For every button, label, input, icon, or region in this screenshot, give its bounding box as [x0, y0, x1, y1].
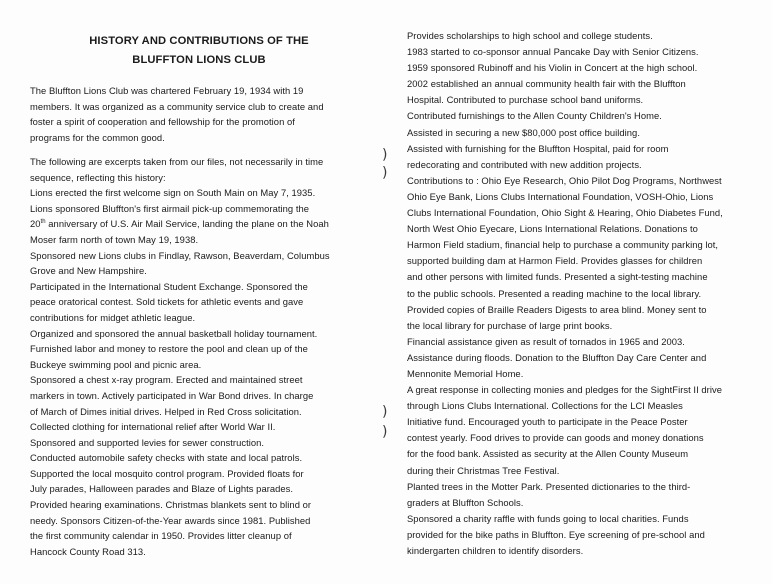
text-line-anniversary	[30, 216, 330, 232]
margin-mark-lower-a: )	[382, 404, 388, 420]
intro-paragraph	[30, 83, 324, 145]
text-line: Moser farm north of town May 19, 1938.	[30, 233, 199, 245]
text-line: graders at Bluffton Schools.	[407, 496, 524, 508]
margin-mark-upper-b: )	[382, 165, 388, 181]
text-line: Ohio Eye Bank, Lions Clubs International Foundation, VOSH-Ohio, Lions	[407, 190, 714, 202]
text-line: to the public schools. Presented a reading machine to the local library.	[407, 287, 702, 299]
text-line: Initiative fund. Encouraged youth to participate in the Peace Poster	[407, 416, 688, 428]
text-line: members. It was organized as a community service club to create and	[30, 100, 324, 112]
text-line: Contributed furnishings to the Allen County Children's Home.	[407, 110, 662, 122]
text-line: Furnished labor and money to restore the pool and clean up of the	[30, 343, 308, 355]
text-line: peace oratorical contest. Sold tickets for athletic events and gave	[30, 296, 304, 308]
text-line: Sponsored a charity raffle with funds going to local charities. Funds	[407, 512, 689, 524]
text-line: Contributions to : Ohio Eye Research, Ohio Pilot Dog Programs, Northwest	[407, 174, 722, 186]
text-line: Financial assistance given as result of tornados in 1965 and 2003.	[407, 335, 685, 347]
text-line: provided for the bike paths in Bluffton. Eye screening of pre-school and	[407, 528, 705, 540]
document-title-line-1: HISTORY AND CONTRIBUTIONS OF THE	[89, 35, 309, 47]
margin-mark-lower-b: )	[382, 424, 388, 440]
text-line: Hospital. Contributed to purchase school band uniforms.	[407, 94, 644, 106]
text-line: Provided copies of Braille Readers Digests to area blind. Money sent to	[407, 303, 707, 315]
text-line: redecorating and contributed with new addition projects.	[407, 158, 642, 170]
text-line: Grove and New Hampshire.	[30, 265, 147, 277]
text-line: Assisted in securing a new $80,000 post office building.	[407, 126, 640, 138]
text-line: through Lions Clubs International. Collections for the LCI Measles	[407, 400, 683, 412]
text-line: foster a spirit of cooperation and fellowship for the promotion of	[30, 116, 295, 128]
history-list-left	[30, 154, 330, 559]
margin-mark-upper-a: )	[382, 147, 388, 163]
text-line: programs for the common good.	[30, 131, 165, 143]
text-line: Provided hearing examinations. Christmas blankets sent to blind or	[30, 499, 312, 511]
text-line: Collected clothing for international relief after World War II.	[30, 421, 276, 433]
history-list-right	[407, 28, 723, 559]
text-line: July parades, Halloween parades and Blaze of Lights parades.	[30, 483, 294, 495]
text-line: of March of Dimes initial drives. Helped in Red Cross solicitation.	[30, 405, 302, 417]
text-line: kindergarten children to identify disorders.	[407, 545, 584, 556]
text-line: Sponsored and supported levies for sewer construction.	[30, 436, 265, 448]
text-line: Participated in the International Student Exchange. Sponsored the	[30, 280, 308, 292]
text-line: Sponsored new Lions clubs in Findlay, Rawson, Beaverdam, Columbus	[30, 249, 330, 261]
text-line: Sponsored a chest x-ray program. Erected and maintained street	[30, 374, 303, 386]
text-line: The following are excerpts taken from our files, not necessarily in time	[30, 156, 324, 167]
text-line: Supported the local mosquito control program. Provided floats for	[30, 467, 304, 479]
text-line: Planted trees in the Motter Park. Presented dictionaries to the third-	[407, 480, 691, 492]
text-line: and other persons with limited funds. Presented a sight-testing machine	[407, 271, 708, 283]
text-line: sequence, reflecting this history:	[30, 171, 166, 183]
anniversary-text: anniversary of U.S. Air Mail Service, landing the plane on the Noah	[48, 218, 329, 230]
text-line: Hancock County Road 313.	[30, 545, 146, 557]
text-line: North West Ohio Eyecare, Lions International Relations. Donations to	[407, 223, 698, 235]
text-line: the first community calendar in 1950. Provides litter cleanup of	[30, 530, 292, 542]
text-line: A great response in collecting monies and pledges for the SightFirst II drive	[407, 384, 722, 396]
text-line: Conducted automobile safety checks with state and local patrols.	[30, 452, 303, 464]
text-line: Buckeye swimming pool and picnic area.	[30, 358, 202, 370]
anniversary-number: 20	[30, 218, 41, 230]
text-line: contest yearly. Food drives to provide can goods and money donations	[407, 432, 704, 444]
text-line: Provides scholarships to high school and college students.	[407, 30, 653, 41]
text-line: Assistance during floods. Donation to the Bluffton Day Care Center and	[407, 351, 707, 363]
text-line: Mennonite Memorial Home.	[407, 367, 524, 379]
text-line: supported building dam at Harmon Field. Provides glasses for children	[407, 255, 703, 267]
text-line: Lions erected the first welcome sign on South Main on May 7, 1935.	[30, 187, 316, 199]
text-line: during their Christmas Tree Festival.	[407, 464, 560, 476]
text-line: Clubs International Foundation, Ohio Sight & Hearing, Ohio Diabetes Fund,	[407, 207, 723, 219]
document-title-line-2: BLUFFTON LIONS CLUB	[132, 54, 266, 66]
text-line: needy. Sponsors Citizen-of-the-Year awards since 1981. Published	[30, 514, 311, 526]
text-line: The Bluffton Lions Club was chartered February 19, 1934 with 19	[30, 85, 304, 96]
text-line: Harmon Field stadium, financial help to purchase a community parking lot,	[407, 239, 719, 251]
text-line: 1983 started to co-sponsor annual Pancake Day with Senior Citizens.	[407, 46, 699, 58]
text-line: Organized and sponsored the annual basketball holiday tournament.	[30, 327, 318, 339]
text-line: for the food bank. Assisted as security at the Allen County Museum	[407, 448, 689, 460]
text-line: the local library for purchase of large print books.	[407, 319, 613, 331]
text-line: 2002 established an annual community health fair with the Bluffton	[407, 78, 686, 90]
text-line: Lions sponsored Bluffton's first airmail pick-up commemorating the	[30, 202, 309, 214]
text-line: Assisted with furnishing for the Bluffton Hospital, paid for room	[407, 142, 669, 154]
text-line: contributions for midget athletic league.	[30, 311, 196, 323]
anniversary-suffix: th	[40, 219, 46, 226]
text-line: markers in town. Actively participated in War Bond drives. In charge	[30, 389, 314, 401]
text-line: 1959 sponsored Rubinoff and his Violin in Concert at the high school.	[407, 62, 698, 74]
